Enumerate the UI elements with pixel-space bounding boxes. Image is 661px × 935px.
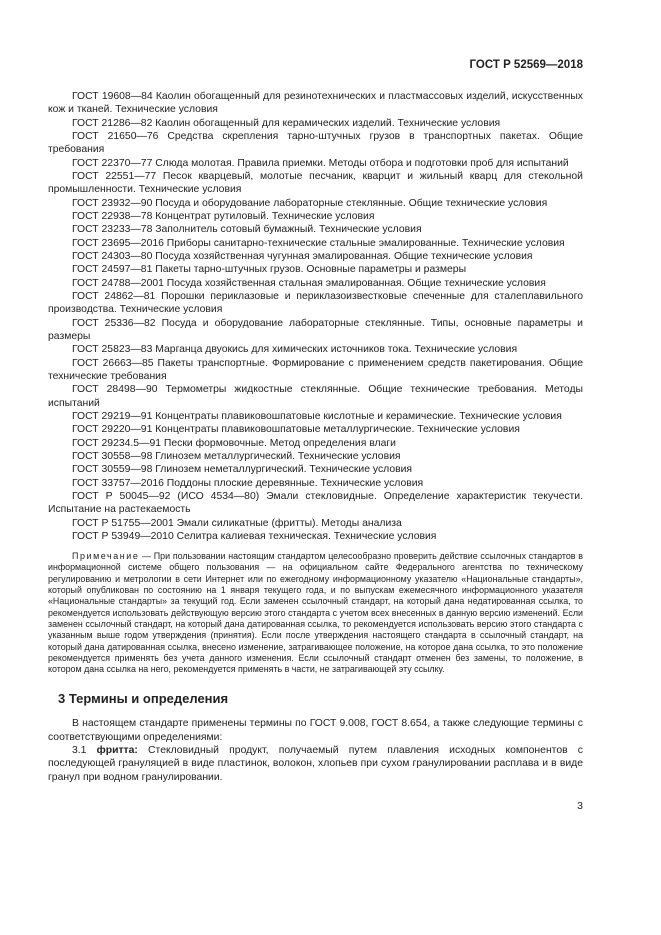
reference-item: ГОСТ 23233—78 Заполнитель сотовый бумажный. Технические условия: [72, 224, 422, 236]
note-paragraph: [48, 551, 583, 675]
reference-item: ГОСТ 33757—2016 Поддоны плоские деревянные. Технические условия: [72, 477, 424, 489]
reference-item: ГОСТ 26663—85 Пакеты транспортные. Формирование с применением средств пакетирования. Общие технические требования: [48, 357, 583, 382]
reference-item: ГОСТ Р 51755—2001 Эмали силикатные (фритты). Методы анализа: [72, 517, 402, 529]
reference-item: ГОСТ 22551—77 Песок кварцевый, молотые песчаник, кварцит и жильный кварц для стекольной промышленности. Технические условия: [48, 170, 583, 196]
reference-item: ГОСТ 21650—76 Средства скрепления тарно-штучных грузов в транспортных пакетах. Общие требования: [48, 130, 583, 156]
reference-item: ГОСТ 29219—91 Концентраты плавиковошпатовые кислотные и керамические. Технические условия: [72, 410, 562, 422]
reference-item: ГОСТ 24597—81 Пакеты тарно-штучных грузов. Основные параметры и размеры: [72, 264, 467, 276]
document-header-id: ГОСТ Р 52569—2018: [469, 59, 583, 71]
section-body: [48, 717, 583, 783]
reference-item: ГОСТ 29220—91 Концентраты плавиковошпатовые металлургические. Технические условия: [72, 424, 520, 436]
section-heading: 3 Термины и определения: [58, 691, 229, 707]
reference-item: ГОСТ 30559—98 Глинозем неметаллургический. Технические условия: [72, 464, 413, 476]
term-definition: [48, 744, 583, 784]
note-label: Примечание: [72, 551, 140, 562]
reference-item: ГОСТ 23932—90 Посуда и оборудование лабораторные стеклянные. Общие технические условия: [72, 197, 548, 209]
reference-item: ГОСТ 24862—81 Порошки периклазовые и периклазоизвестковые спеченные для сталеплавильного производства. Технические условия: [48, 290, 583, 316]
reference-item: ГОСТ 30558—98 Глинозем металлургический. Технические условия: [72, 450, 401, 462]
reference-item: ГОСТ 24788—2001 Посуда хозяйственная стальная эмалированная. Общие технические условия: [72, 277, 546, 289]
reference-item: ГОСТ 21286—82 Каолин обогащенный для керамических изделий. Технические условия: [72, 117, 501, 129]
reference-item: ГОСТ Р 50045—92 (ИСО 4534—80) Эмали стекловидные. Определение характеристик текучести. Испытание на растекаемость: [48, 490, 583, 516]
reference-item: ГОСТ 25336—82 Посуда и оборудование лабораторные стеклянные. Типы, основные параметры и размеры: [48, 317, 583, 342]
reference-item: ГОСТ 22370—77 Слюда молотая. Правила приемки. Методы отбора и подготовки проб для испытаний: [72, 157, 569, 169]
normative-references-list: [48, 90, 583, 543]
section-intro: В настоящем стандарте применены термины по ГОСТ 9.008, ГОСТ 8.654, а также следующие термины с соответствующими определениями:: [48, 718, 583, 743]
term-number: 3.1: [72, 745, 87, 757]
reference-item: ГОСТ 28498—90 Термометры жидкостные стеклянные. Общие технические требования. Методы испытаний: [48, 384, 583, 409]
term-name: фритта:: [96, 745, 138, 757]
reference-item: ГОСТ 19608—84 Каолин обогащенный для резинотехнических и пластмассовых изделий, искусственных кож и тканей. Технические условия: [48, 91, 583, 116]
reference-item: ГОСТ 25823—83 Марганца двуокись для химических источников тока. Технические условия: [72, 344, 518, 356]
term-text: Стекловидный продукт, получаемый путем плавления исходных компонентов с последующей грануляцией в виде пластинок, волокон, хлопьев при сухом гранулировании расплава и в виде гранул при водном гранулировании.: [48, 745, 583, 783]
note-text: — При пользовании настоящим стандартом целесообразно проверить действие ссылочных стандартов в информационной системе общего пользования — на официальном сайте Федерального агентства по техническому регулированию и метрологии в сети Интернет или по ежегодному информационному указателю «Национальные стандарты», который опубликован по состоянию на 1 января текущего года, и по выпускам ежемесячного информационного указателя «Национальные стандарты» за текущий год. Если заменен ссылочный стандарт, на который дана недатированная ссылка, то рекомендуется использовать действующую версию этого стандарта с учетом всех внесенных в данную версию изменений. Если заменен ссылочный стандарт, на который дана датированная ссылка, то рекомендуется использовать версию этого стандарта с указанным выше годом утверждения (принятия). Если после утверждения настоящего стандарта в ссылочный стандарт, на который дана датированная ссылка, внесено изменение, затрагивающее положение, на которое дана ссылка, то это положение рекомендуется применять без учета данного изменения. Если ссылочный стандарт отменен без замены, то положение, в котором дана ссылка на него, рекомендуется применять в части, не затрагивающей эту ссылку.: [48, 551, 583, 675]
reference-item: ГОСТ 24303—80 Посуда хозяйственная чугунная эмалированная. Общие технические условия: [72, 250, 533, 262]
reference-item: ГОСТ Р 53949—2010 Селитра калиевая техническая. Технические условия: [72, 530, 437, 542]
reference-item: ГОСТ 23695—2016 Приборы санитарно-технические стальные эмалированные. Технические условия: [72, 237, 565, 249]
page-number: 3: [577, 799, 583, 812]
reference-item: ГОСТ 29234.5—91 Пески формовочные. Метод определения влаги: [72, 437, 396, 449]
reference-item: ГОСТ 22938—78 Концентрат рутиловый. Технические условия: [72, 210, 375, 222]
